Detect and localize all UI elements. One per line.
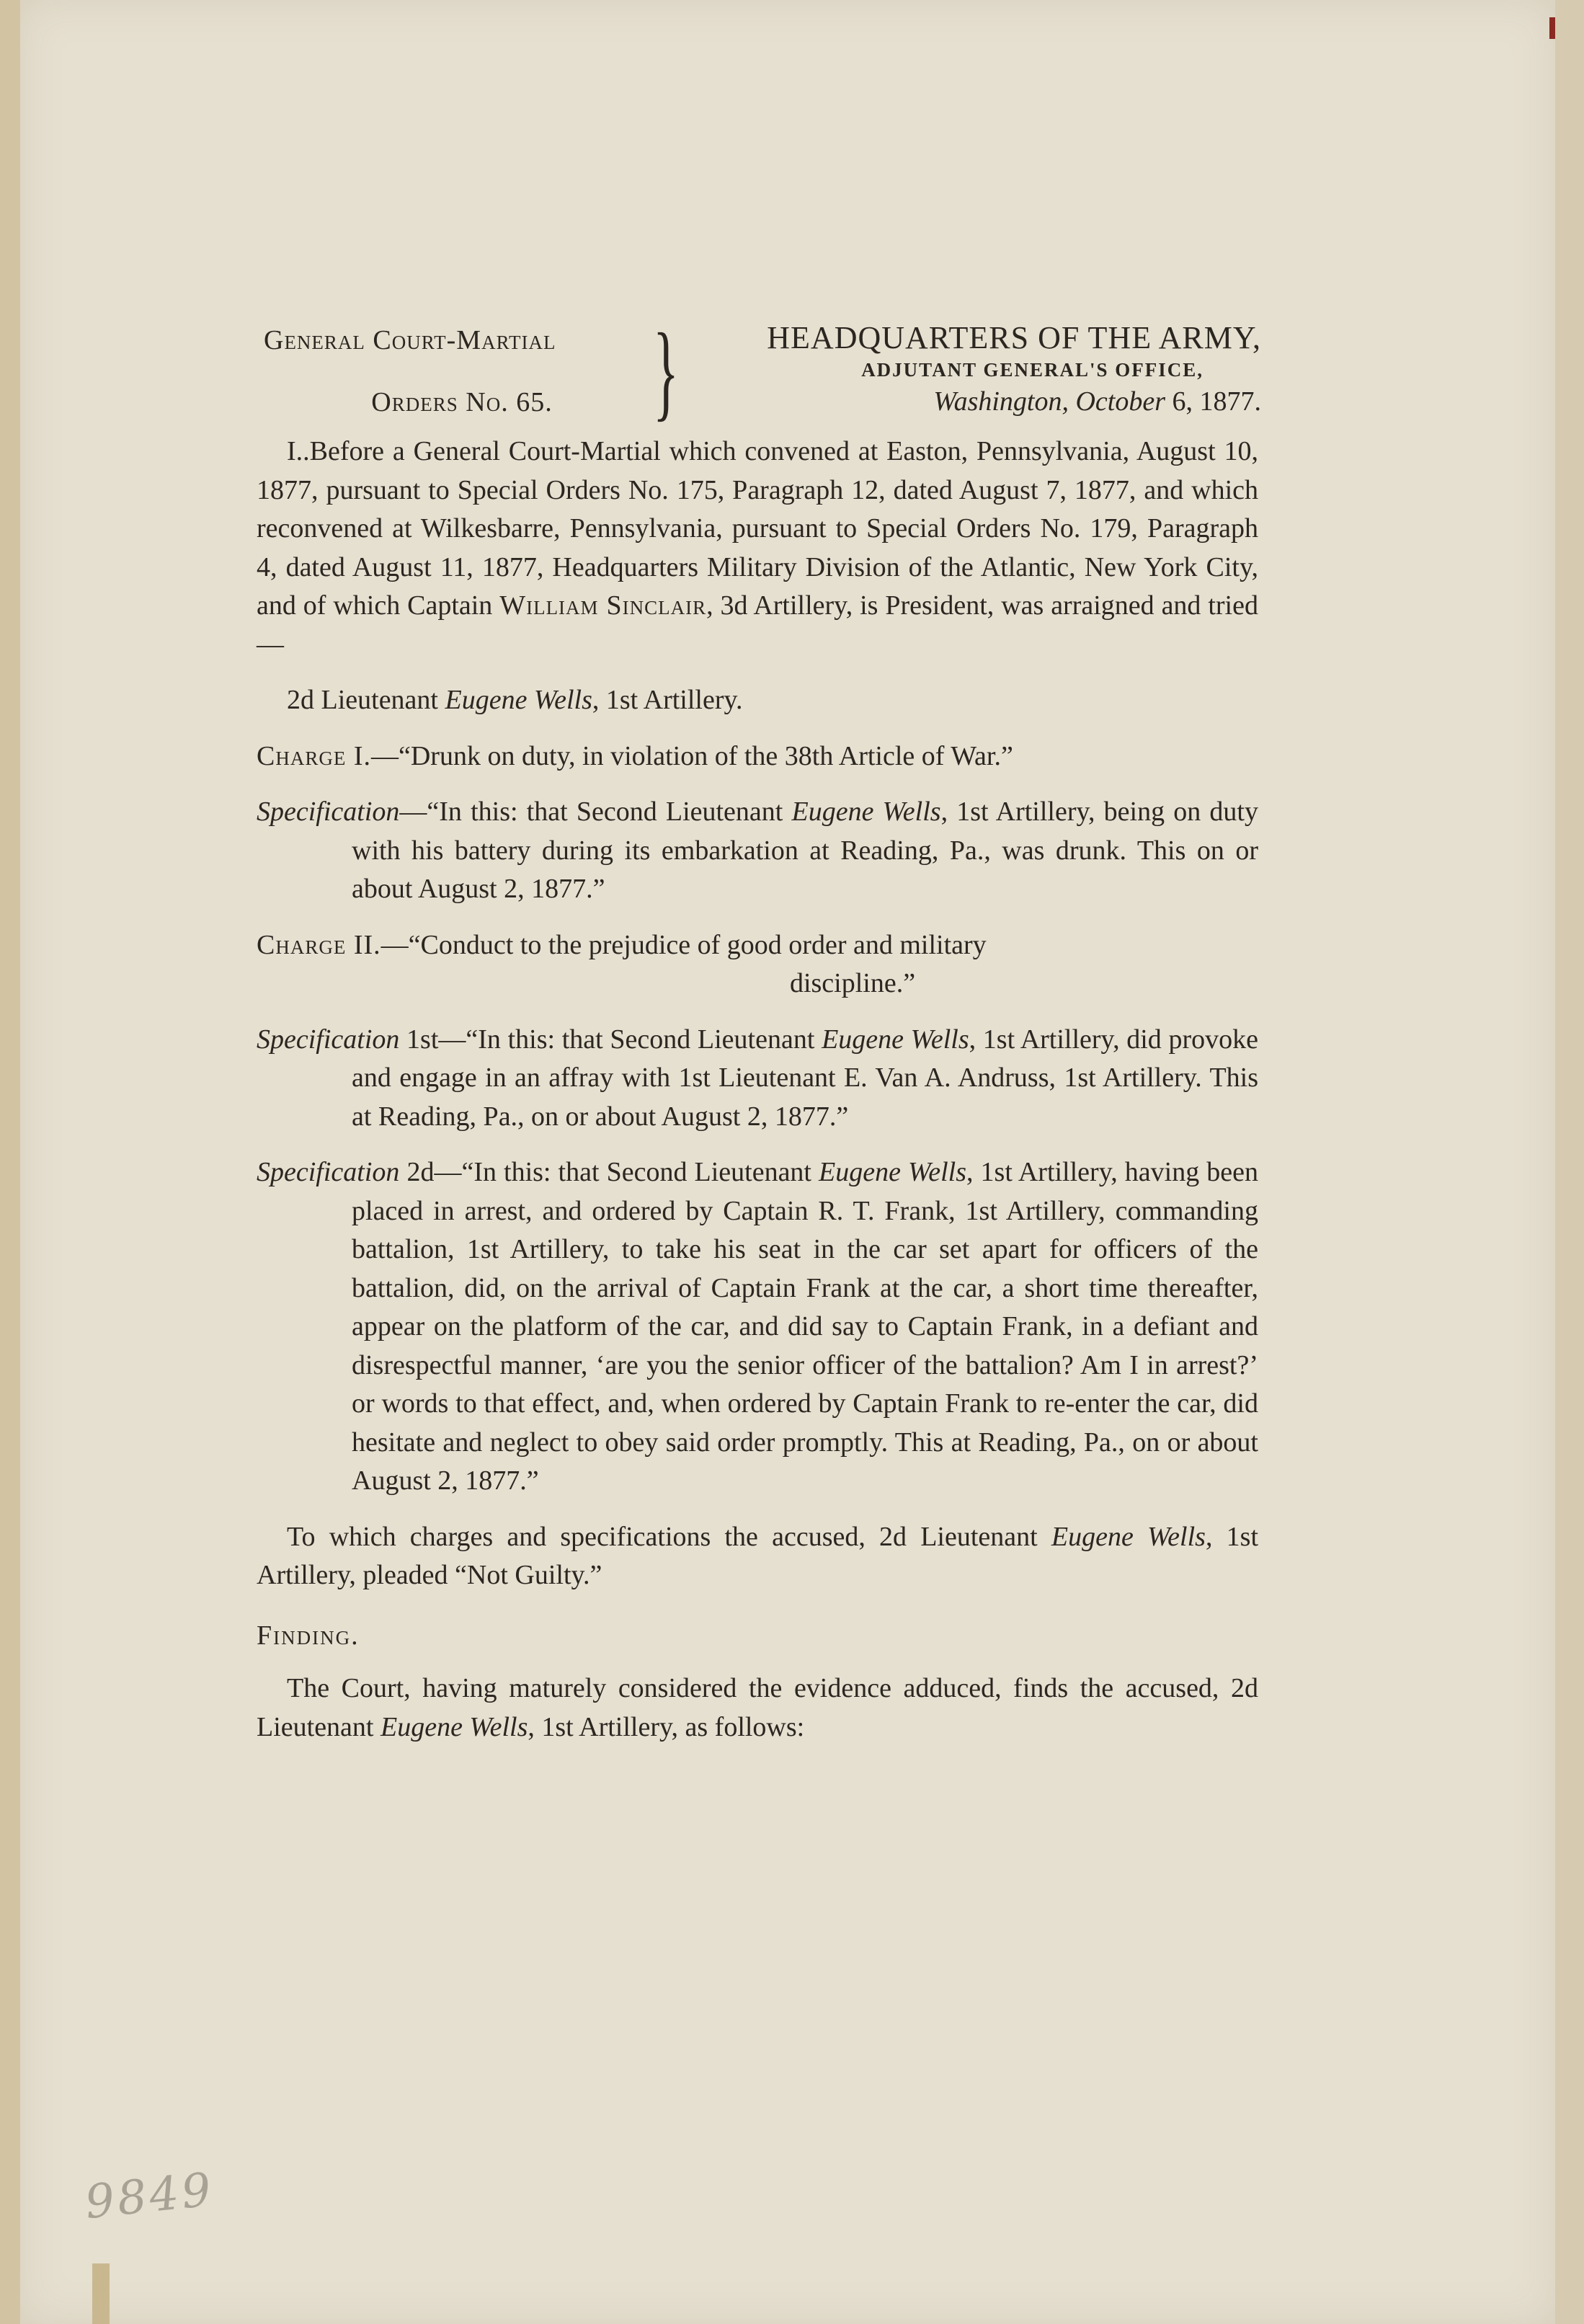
issuing-office: [692, 320, 1261, 420]
charge-2-spec-1-name: Eugene Wells: [822, 1024, 969, 1055]
hq-date: [692, 383, 1261, 420]
charge-2-text: —“Conduct to the prejudice of good order and military: [381, 929, 987, 960]
paper-edge-right: [1555, 0, 1584, 2324]
finding-name: Eugene Wells: [380, 1711, 528, 1742]
charge-2-spec-1-label: Specification: [257, 1024, 400, 1055]
charge-2-spec-1-ordinal: 1st: [399, 1024, 439, 1055]
finding-text-b: , 1st Artillery, as follows:: [528, 1711, 805, 1742]
accused-name: Eugene Wells: [445, 685, 592, 715]
finding-text-a: The Court, having maturely considered the evidence adduced, finds the accused, 2d Lieutenant: [257, 1673, 1258, 1742]
hq-date-place: Washington, October: [933, 386, 1165, 417]
charge-2-spec-1-text-b: , 1st Artillery, did provoke and engage in an affray with 1st Lieutenant E. Van A. Andruss, 1st Artillery. This at Reading, Pa., on or about August 2, 1877.”: [352, 1024, 1258, 1132]
charge-2-spec-2-label: Specification: [257, 1157, 400, 1187]
order-designation: [264, 320, 653, 422]
order-number: Orders No. 65.: [371, 387, 553, 417]
charge-1-text: —“Drunk on duty, in violation of the 38th Article of War.”: [371, 740, 1013, 771]
charge-2-spec-2-ordinal: 2d: [399, 1157, 435, 1187]
charge-2-specification-1: [257, 1021, 1258, 1137]
intro-text: I..Before a General Court-Martial which convened at Easton, Pennsylvania, August 10, 1877, pursuant to Special Orders No. 175, Paragraph 12, dated August 7, 1877, and which reconvened at Wilkesbarre, Pennsylvania, pursuant to Special Orders No. 179, Paragraph 4, dated August 11, 1877, Headquarters Military Division of the Atlantic, New York City, and of which Captain: [257, 436, 1258, 621]
order-body: [257, 433, 1258, 1747]
header-brace: }: [653, 311, 679, 431]
accused-unit: , 1st Artillery.: [592, 685, 743, 715]
charge-2-text-cont: discipline.”: [789, 968, 916, 998]
charge-1-spec-label: Specification: [257, 797, 400, 827]
charge-2-spec-2-text-a: —“In this: that Second Lieutenant: [434, 1157, 819, 1187]
plea-text-a: To which charges and specifications the accused, 2d Lieutenant: [287, 1521, 1051, 1552]
accused-rank: 2d Lieutenant: [287, 685, 445, 715]
plea-text-b: , 1st Artillery, pleaded “Not Guilty.”: [257, 1521, 1258, 1590]
charge-1-label: Charge I.: [257, 740, 371, 771]
charge-1-spec-text-b: , 1st Artillery, being on duty with his battery during its embarkation at Reading, Pa., was drunk. This on or about August 2, 1877.”: [352, 797, 1258, 904]
charge-2-spec-2-text-b: , 1st Artillery, having been placed in arrest, and ordered by Captain R. T. Frank, 1st Artillery, commanding battalion, 1st Artillery, to take his seat in the car set apart for officers of the battalion, did, on the arrival of Captain Frank at the car, a short time thereafter, appear on the platform of the car, and did say to Captain Frank, in a defiant and disrespectful manner, ‘are you the senior officer of the battalion? Am I in arrest?’ or words to that effect, and, when ordered by Captain Frank to re-enter the car, did hesitate and neglect to obey said order promptly. This at Reading, Pa., on or about August 2, 1877.”: [352, 1157, 1258, 1496]
charge-2-spec-2-name: Eugene Wells: [819, 1157, 966, 1187]
edge-mark: [1549, 17, 1555, 39]
charge-1: [257, 737, 1258, 776]
finding-paragraph: [257, 1669, 1258, 1747]
handwritten-margin-note: 9849: [82, 2163, 217, 2230]
charge-1-spec-name: Eugene Wells: [791, 797, 941, 827]
paper-edge-left: [0, 0, 20, 2324]
hq-office: ADJUTANT GENERAL'S OFFICE,: [861, 359, 1203, 381]
hq-date-day: 6, 1877.: [1165, 386, 1261, 417]
intro-text-end: , 3d Artillery, is President, was arraigned and tried—: [257, 590, 1258, 660]
president-name: William Sinclair: [499, 590, 707, 621]
accused-line: [257, 681, 1258, 720]
charge-2: [257, 926, 1258, 1003]
plea-name: Eugene Wells: [1051, 1521, 1206, 1552]
binding-tab: [92, 2263, 110, 2324]
charge-2-specification-2: [257, 1153, 1258, 1501]
finding-heading: Finding.: [257, 1620, 360, 1651]
charge-2-label: Charge II.: [257, 929, 381, 960]
charge-1-spec-text-a: —“In this: that Second Lieutenant: [399, 797, 792, 827]
charge-1-specification: [257, 793, 1258, 909]
order-type: General Court-Martial: [264, 325, 556, 355]
plea-paragraph: [257, 1518, 1258, 1595]
intro-paragraph: [257, 433, 1258, 664]
charge-2-spec-1-text-a: —“In this: that Second Lieutenant: [438, 1024, 822, 1055]
hq-title: HEADQUARTERS OF THE ARMY,: [767, 320, 1261, 355]
